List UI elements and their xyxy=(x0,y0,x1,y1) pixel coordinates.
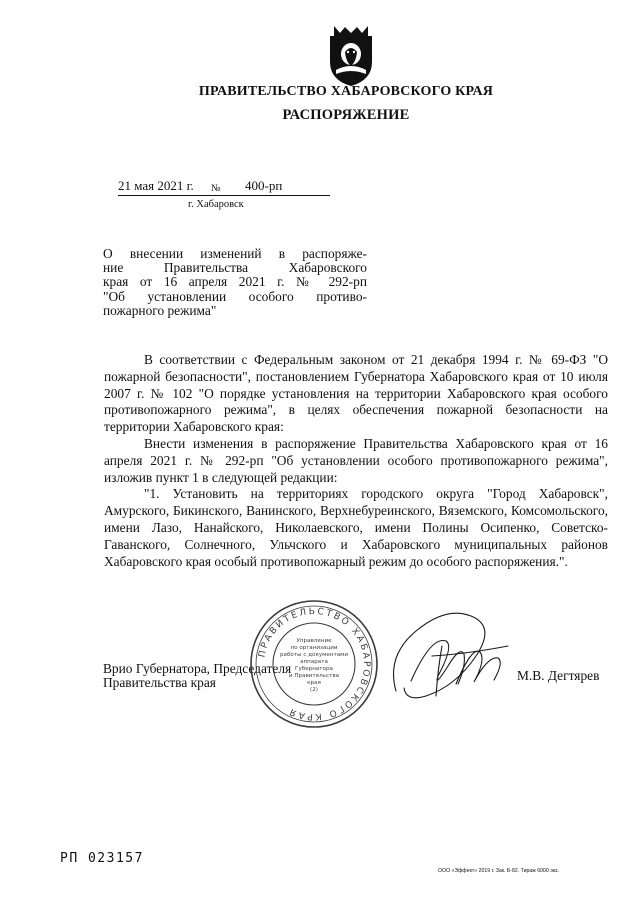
subject-line: пожарного режима" xyxy=(103,302,217,318)
document-body xyxy=(104,352,608,570)
body-paragraph: "1. Установить на территориях городского округа "Город Хабаровск", Амурского, Бикинского, Ванинского, Верхнебуреинского, Вяземского, Комсомольского, имени Лазо, Нанайского, Николаевского, имени Полины Осипенко, Советско-Гаванского, Солнечного, Ульчского и Хабаровского муниципальных районов Хабаровского края особый противопожарный режим до особого распоряжения.". xyxy=(104,486,608,569)
date-number-line xyxy=(118,178,330,196)
stamp-inner-line: Губернатора xyxy=(295,666,333,672)
stamp-inner-line: Управление xyxy=(296,638,332,644)
stamp-inner-line: (2) xyxy=(310,687,318,693)
stamp-inner-line: и Правительства xyxy=(288,673,340,679)
subject-line: О внесении изменений в распоряже- xyxy=(103,246,367,261)
signatory-name: М.В. Дегтярев xyxy=(517,668,600,683)
stamp-inner-line: работы с документами xyxy=(280,652,348,658)
body-paragraph: В соответствии с Федеральным законом от 21 декабря 1994 г. № 69-ФЗ "О пожарной безопасности", постановлением Губернатора Хабаровского края от 10 июля 2007 г. № 102 "О порядке установления на территории Хабаровского края особого противопожарного режима", в целях обеспечения пожарной безопасности на территории Хабаровского края: xyxy=(104,352,608,435)
position-line: Врио Губернатора, Председателя xyxy=(103,661,292,676)
stamp-inner-line: края xyxy=(307,680,321,686)
body-paragraph: Внести изменения в распоряжение Правительства Хабаровского края от 16 апреля 2021 г. № 292-рп "Об установлении особого противопожарного режима", изложив пункт 1 в следующей редакции: xyxy=(104,435,608,485)
official-stamp xyxy=(248,598,380,730)
handwritten-signature xyxy=(376,596,526,716)
stamp-ring-text: ПРАВИТЕЛЬСТВО ХАБАРОВСКОГО КРАЯ xyxy=(257,606,372,722)
subject-line: ние Правительства Хабаровского xyxy=(103,260,367,276)
coat-of-arms-icon xyxy=(326,22,376,88)
document-type: РАСПОРЯЖЕНИЕ xyxy=(282,107,410,123)
city: г. Хабаровск xyxy=(188,199,244,210)
form-serial-number: РП 023157 xyxy=(60,851,144,866)
document-subject xyxy=(103,247,367,318)
position-line: Правительства края xyxy=(103,675,216,690)
stamp-inner-line: аппарата xyxy=(300,659,328,665)
subject-line: "Об установлении особого противо- xyxy=(103,288,367,304)
document-date: 21 мая 2021 г. xyxy=(118,178,194,193)
printer-imprint: ООО «Эффект» 2019 г. Зак. Б-82. Тираж 6000 экз. xyxy=(438,868,559,874)
number-sign: № xyxy=(211,183,221,194)
org-title: ПРАВИТЕЛЬСТВО ХАБАРОВСКОГО КРАЯ xyxy=(198,84,494,99)
document-number: 400-рп xyxy=(245,178,283,193)
subject-line: края от 16 апреля 2021 г. № 292-рп xyxy=(103,274,367,290)
stamp-inner-line: по организации xyxy=(290,645,338,651)
